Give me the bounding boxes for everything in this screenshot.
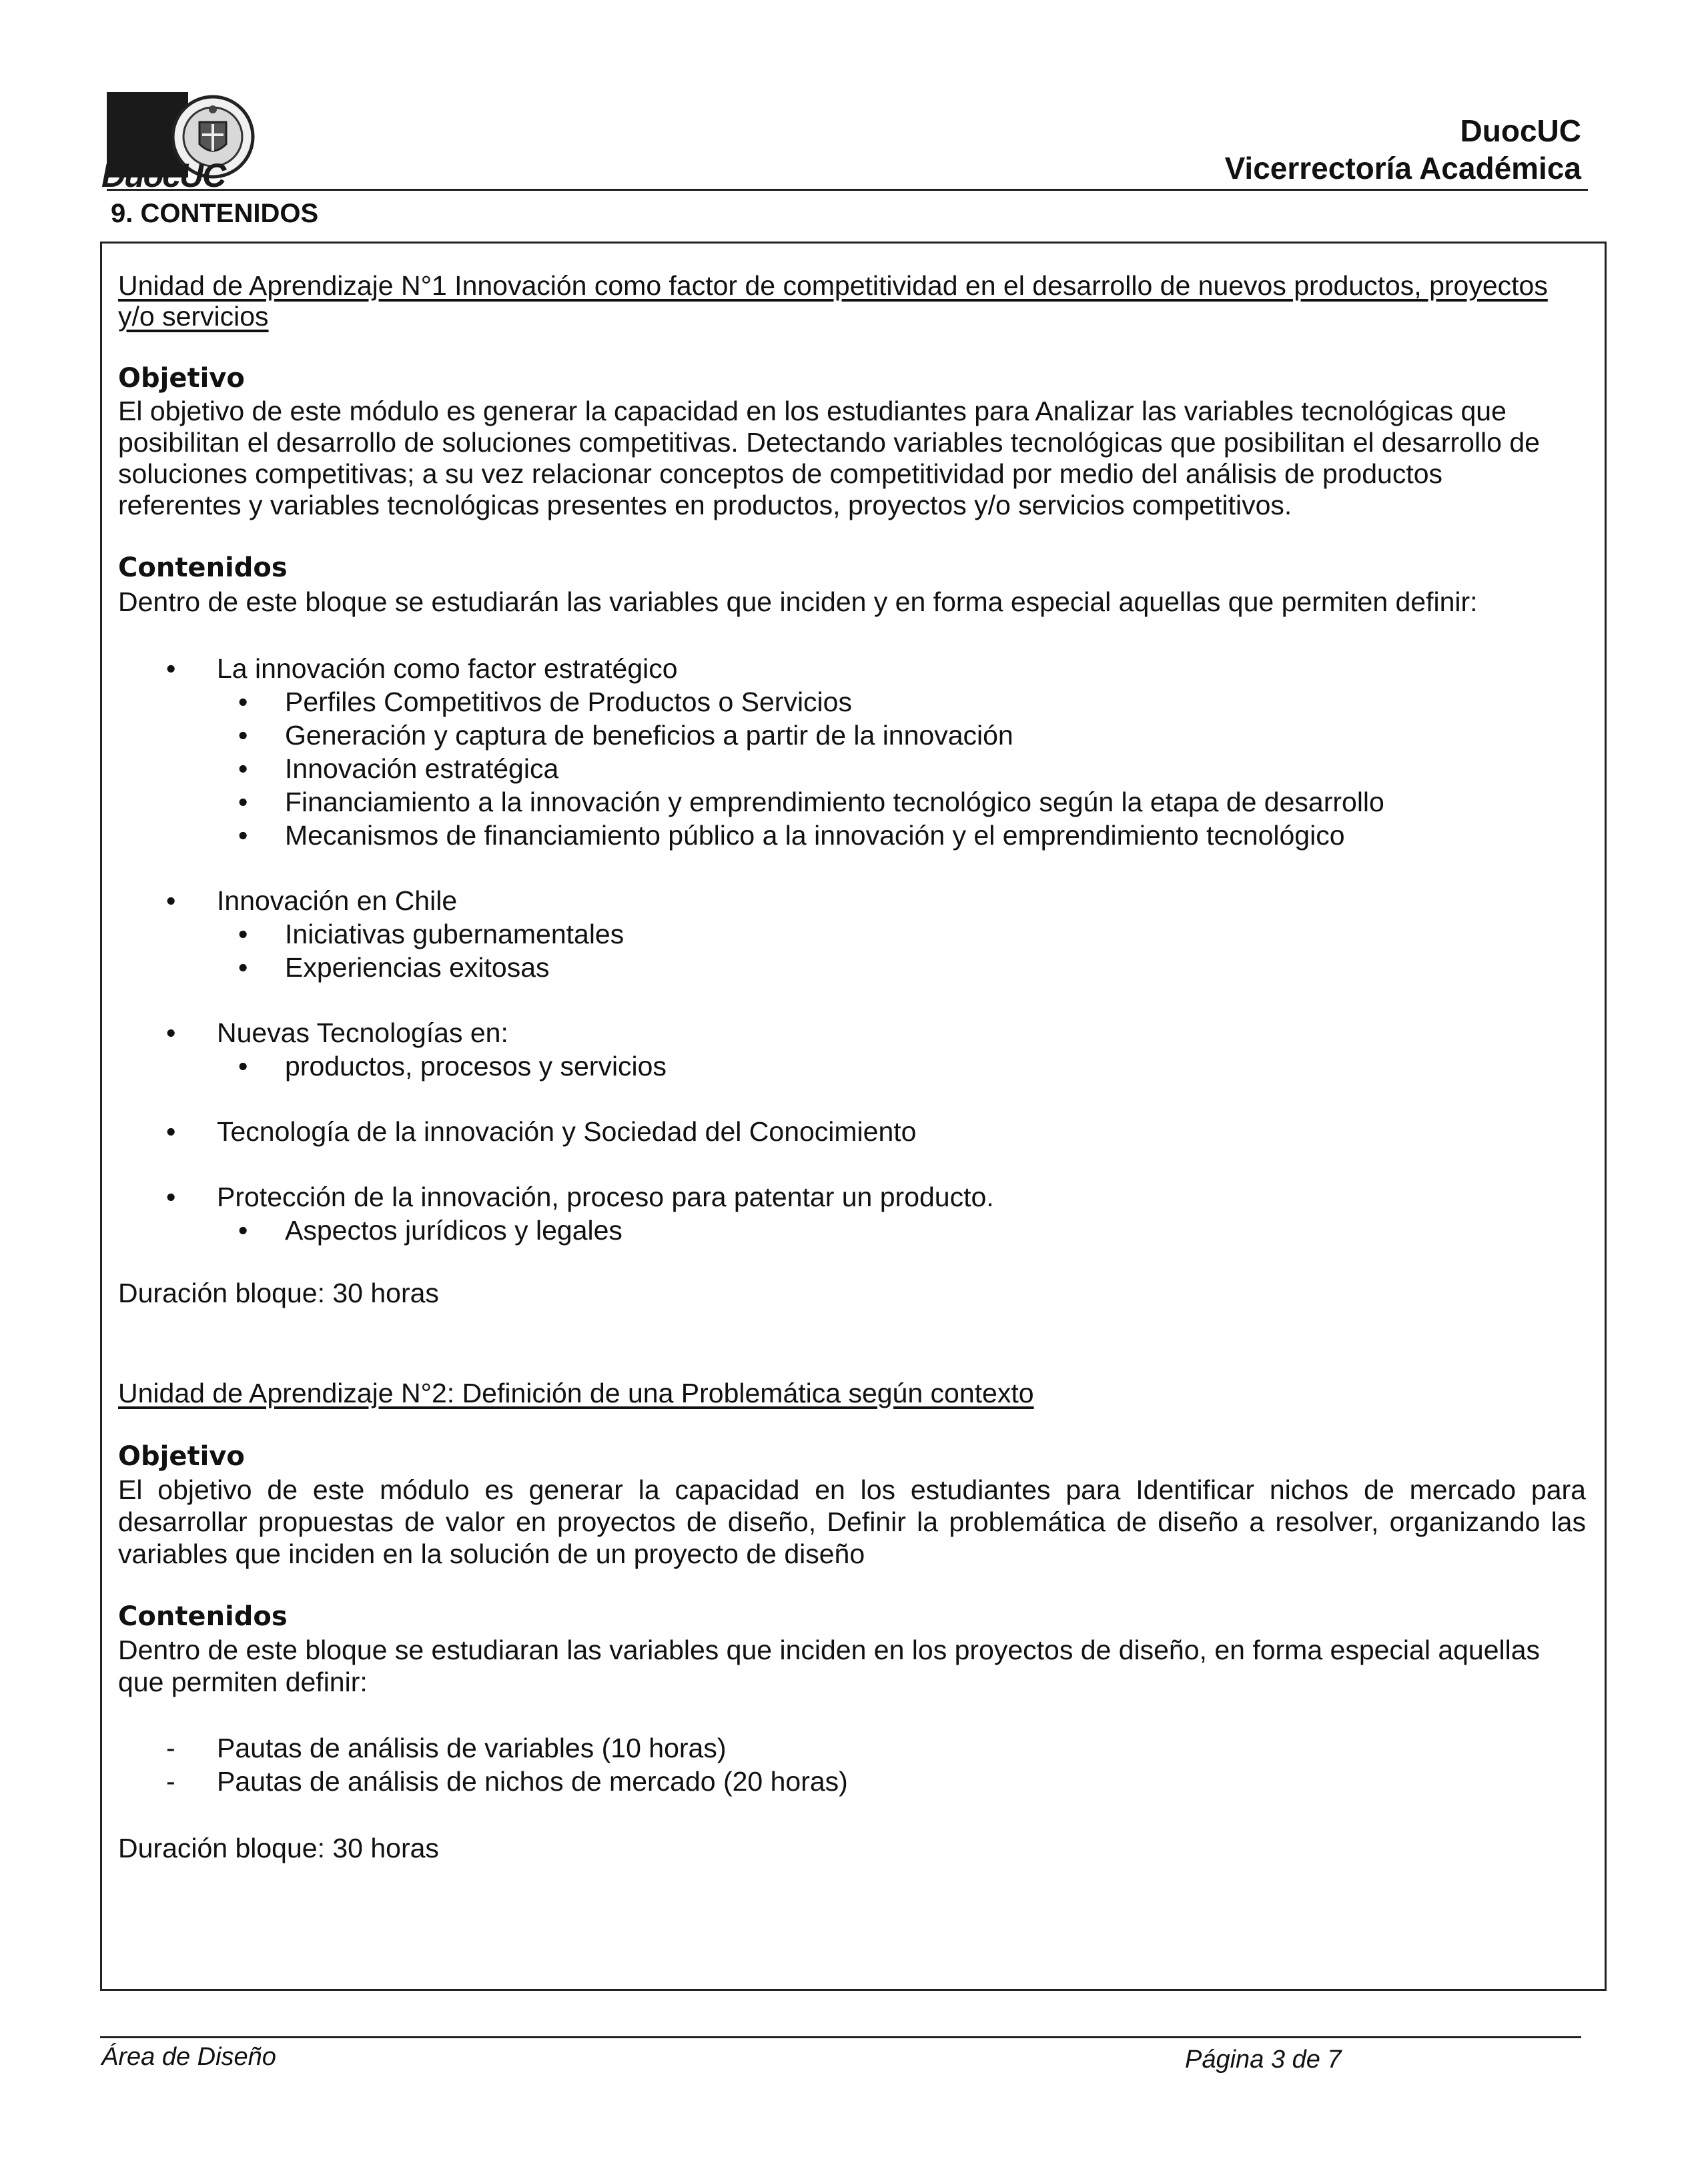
dash-icon: - [166,1733,175,1763]
bullet-icon: • [238,787,248,817]
header-dept: Vicerrectoría Académica [1224,151,1581,185]
unit1-topic-list [118,652,1586,1247]
list-item [118,1180,1586,1247]
unit2-contents-heading: Contenidos [118,1601,288,1632]
list-item [118,1731,1586,1765]
bullet-icon: • [238,753,248,784]
topic-label: Tecnología de la innovación y Sociedad del Conocimiento [217,1116,917,1147]
logo-wordmark: DuocUC [101,157,226,194]
subtopic-list [217,685,1586,852]
unit1-duration: Duración bloque: 30 horas [118,1278,439,1308]
unit1-contents-intro: Dentro de este bloque se estudiarán las variables que inciden y en forma especial aquellas que permiten definir: [118,586,1478,617]
subtopic-label: Financiamiento a la innovación y emprendimiento tecnológico según la etapa de desarrollo [285,787,1384,817]
subtopic-label: Aspectos jurídicos y legales [285,1215,622,1246]
list-item [118,951,1586,984]
header-title-block [1225,112,1581,187]
bullet-icon: • [238,720,248,751]
footer-divider [100,2036,1581,2038]
unit2-title: Unidad de Aprendizaje N°2: Definición de una Problemática según contexto [118,1378,1034,1408]
subtopic-label: Experiencias exitosas [285,952,550,983]
list-item [118,1765,1586,1798]
subtopic-label: Innovación estratégica [285,753,559,784]
subtopic-label: Generación y captura de beneficios a partir de la innovación [285,720,1013,751]
bullet-icon: • [238,820,248,851]
list-item [118,1016,1586,1083]
list-item [118,819,1586,852]
bullet-icon: • [238,919,248,949]
unit1-objective-heading: Objetivo [118,363,245,394]
unit2-contents-intro: Dentro de este bloque se estudiaran las variables que inciden en los proyectos de diseño, en forma especial aquellas que permiten definir: [118,1635,1541,1697]
list-item [118,785,1586,819]
duoc-logo [101,92,260,194]
subtopic-label: Perfiles Competitivos de Productos o Servicios [285,687,852,717]
topic-label: Protección de la innovación, proceso para patentar un producto. [217,1182,994,1212]
topic-label: Nuevas Tecnologías en: [217,1017,508,1048]
footer-page-number: Página 3 de 7 [1185,2046,1342,2074]
list-item [118,652,1586,852]
bullet-icon: • [238,1051,248,1081]
unit1-title: Unidad de Aprendizaje N°1 Innovación como factor de competitividad en el desarrollo de nuevos productos, proyectos y/o servicios [118,270,1548,332]
bullet-icon: • [166,653,176,684]
bullet-icon: • [166,1182,176,1212]
bullet-icon: • [166,1017,176,1048]
unit2-duration: Duración bloque: 30 horas [118,1833,439,1863]
header-divider [107,189,1588,191]
item-label: Pautas de análisis de variables (10 horas) [217,1733,727,1763]
bullet-icon: • [166,1116,176,1147]
list-item [118,1049,1586,1083]
bullet-icon: • [166,885,176,916]
list-item [118,884,1586,984]
bullet-icon: • [238,952,248,983]
unit2-item-list [118,1731,1586,1798]
list-item [118,685,1586,719]
unit1-objective-text: El objetivo de este módulo es generar la capacidad en los estudiantes para Analizar las variables tecnológicas que posibilitan el desarrollo de soluciones competitivas. Detectando variables tecnológicas que posibilitan el desarrollo de soluciones competitivas; a su vez relacionar conceptos de competitividad por medio del análisis de productos referentes y variables tecnológicas presentes en productos, proyectos y/o servicios competitivos. [118,396,1540,520]
contents-box [100,242,1607,1991]
bullet-icon: • [238,687,248,717]
item-label: Pautas de análisis de nichos de mercado (20 horas) [217,1766,848,1797]
subtopic-label: Iniciativas gubernamentales [285,919,624,949]
contents-inner [118,270,1586,1865]
subtopic-list [217,1214,1586,1247]
list-item [118,752,1586,785]
list-item [118,917,1586,951]
unit2-objective-heading: Objetivo [118,1441,245,1472]
footer-area: Área de Diseño [101,2043,276,2071]
unit1-contents-heading: Contenidos [118,552,288,583]
topic-label: Innovación en Chile [217,885,458,916]
subtopic-list [217,917,1586,984]
unit2-objective-text: El objetivo de este módulo es generar la capacidad en los estudiantes para Identificar nichos de mercado para desarrollar propuestas de valor en proyectos de diseño, Definir la problemática de diseño a resolver, organizando las variables que inciden en la solución de un proyecto de diseño [118,1474,1586,1569]
list-item [118,1115,1586,1148]
subtopic-label: productos, procesos y servicios [285,1051,667,1081]
subtopic-list [217,1049,1586,1083]
list-item [118,719,1586,752]
dash-icon: - [166,1766,175,1797]
bullet-icon: • [238,1215,248,1246]
topic-label: La innovación como factor estratégico [217,653,678,684]
section-title: 9. CONTENIDOS [111,199,319,228]
header-org: DuocUC [1460,113,1581,148]
list-item [118,1214,1586,1247]
subtopic-label: Mecanismos de financiamiento público a la innovación y el emprendimiento tecnológico [285,820,1345,851]
